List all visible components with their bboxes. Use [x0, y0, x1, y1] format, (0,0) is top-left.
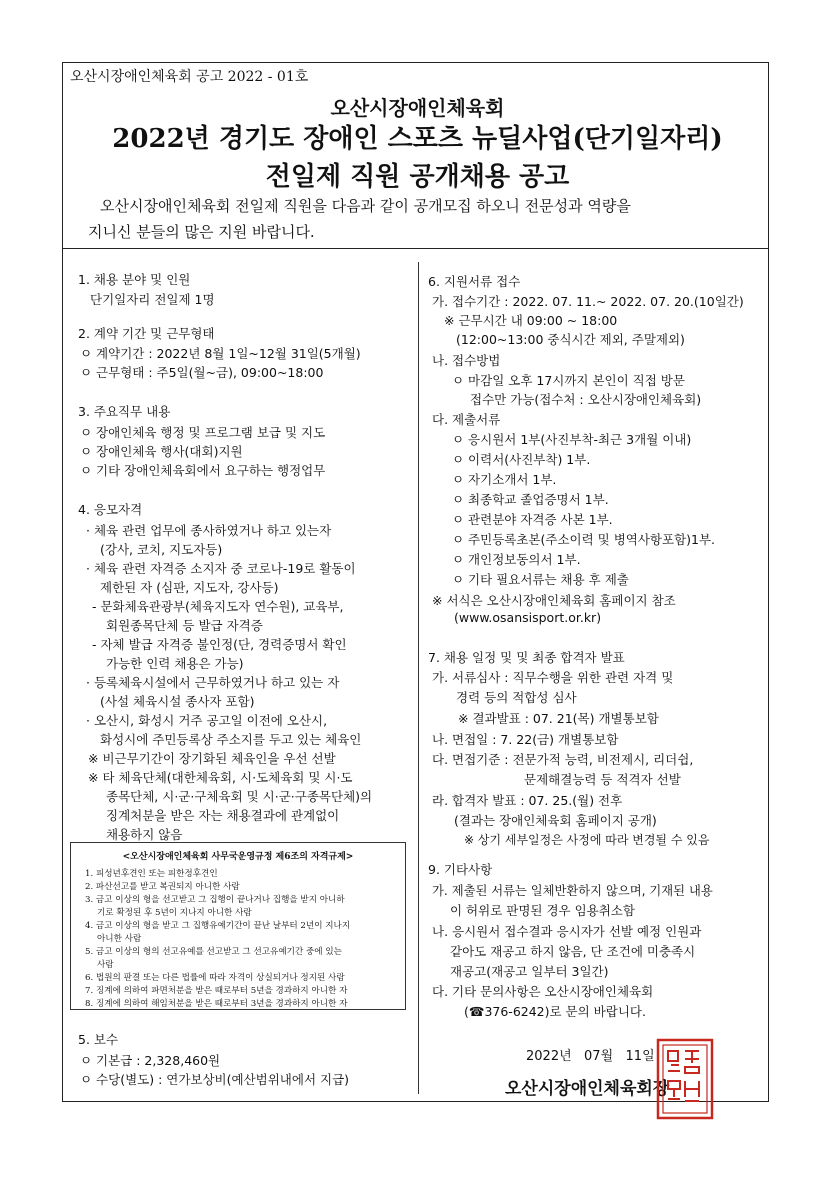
list-item: ㅇ 장애인체육 행정 및 프로그램 보급 및 지도 — [80, 425, 326, 440]
list-item: ㅇ 자기소개서 1부. — [452, 472, 557, 487]
list-item: - 자체 발급 자격증 불인정(단, 경력증명서 확인 — [92, 637, 347, 652]
section-heading: 7. 채용 일정 및 및 최종 합격자 발표 — [428, 650, 625, 665]
text-line: (결과는 장애인체육회 홈페이지 공개) — [454, 813, 657, 828]
regulation-line: 1. 피성년후견인 또는 피한정후견인 — [85, 869, 218, 879]
section-heading: 4. 응모자격 — [78, 502, 143, 517]
notice-date: 2022년 07월 11일 — [526, 1049, 655, 1064]
text-line: (www.osansisport.or.kr) — [454, 610, 602, 625]
list-item: - 문화체육관광부(체육지도자 연수원), 교육부, — [92, 599, 344, 614]
section-heading: 6. 지원서류 접수 — [428, 274, 521, 289]
regulation-line: 5. 금고 이상의 형의 선고유예를 선고받고 그 선고유예기간 중에 있는 — [85, 947, 342, 957]
list-item: ㅇ 근무형태 : 주5일(월~금), 09:00~18:00 — [80, 365, 324, 380]
page-subtitle: 전일제 직원 공개채용 공고 — [265, 162, 570, 192]
regulation-line: 6. 법원의 판결 또는 다른 법률에 따라 자격이 상실되거나 정지된 사람 — [85, 973, 345, 983]
text-line: 다. 기타 문의사항은 오산시장애인체육회 — [432, 984, 654, 999]
text-line: 경력 등의 적합성 심사 — [456, 690, 577, 705]
signer-name: 오산시장애인체육회장 — [505, 1079, 670, 1099]
list-item: ㅇ 관련분야 자격증 사본 1부. — [452, 512, 613, 527]
list-item: ㅇ 기타 장애인체육회에서 요구하는 행정업무 — [80, 463, 326, 478]
text-line: 문제해결능력 등 적격자 선발 — [524, 772, 681, 787]
list-item: ㅇ 계약기간 : 2022년 8월 1일~12월 31일(5개월) — [80, 346, 361, 361]
intro-paragraph — [88, 193, 753, 245]
seal-inner-border — [663, 1045, 707, 1113]
regulation-line: 사람 — [97, 960, 114, 970]
text-line: 이 허위로 판명된 경우 임용취소함 — [450, 903, 635, 918]
regulation-line: 2. 파산선고를 받고 복권되지 아니한 사람 — [85, 882, 240, 892]
seal-glyphs — [668, 1051, 699, 1101]
text-line: 채용하지 않음 — [106, 827, 183, 842]
text-line: 같아도 재공고 하지 않음, 단 조건에 미충족시 — [450, 944, 696, 959]
section-heading: 3. 주요직무 내용 — [78, 404, 171, 419]
list-item: ㅇ 개인정보동의서 1부. — [452, 552, 581, 567]
note-line: ※ 타 체육단체(대한체육회, 시·도체육회 및 시·도 — [88, 770, 353, 785]
list-item: ㅇ 기본급 : 2,328,460원 — [80, 1053, 221, 1068]
text-line: 나. 접수방법 — [432, 353, 501, 368]
header-divider — [62, 248, 769, 249]
list-item: · 오산시, 화성시 거주 공고일 이전에 오산시, — [86, 713, 328, 728]
list-item: ㅇ 최종학교 졸업증명서 1부. — [452, 492, 609, 507]
list-item: · 체육 관련 업무에 종사하였거나 하고 있는자 — [86, 523, 332, 538]
list-item: ㅇ 마감일 오후 17시까지 본인이 직접 방문 — [452, 373, 685, 388]
text-line: (사설 체육시설 종사자 포함) — [100, 694, 255, 709]
note-line: ※ 비근무기간이 장기화된 체육인을 우선 선발 — [88, 751, 336, 766]
column-divider — [418, 262, 419, 1094]
regulation-line: 7. 징계에 의하여 파면처분을 받은 때로부터 5년을 경과하지 아니한 자 — [85, 986, 348, 996]
note-line: ※ 근무시간 내 09:00 ~ 18:00 — [444, 313, 618, 328]
list-item: ㅇ 응시원서 1부(사진부착-최근 3개월 이내) — [452, 432, 692, 447]
right-column — [424, 262, 769, 1092]
regulation-line: 8. 징계에 의하여 해임처분을 받은 때로부터 3년을 경과하지 아니한 자 — [85, 999, 348, 1009]
notice-number: 오산시장애인체육회 공고 2022 - 01호 — [70, 69, 309, 85]
page-title: 2022년 경기도 장애인 스포츠 뉴딜사업(단기일자리) — [112, 124, 723, 154]
text-line: 화성시에 주민등록상 주소지를 두고 있는 체육인 — [100, 732, 362, 747]
text-line: (강사, 코치, 지도자등) — [100, 542, 223, 557]
text-line: 징계처분을 받은 자는 채용결과에 관계없이 — [106, 808, 340, 823]
text-line: (12:00~13:00 중식시간 제외, 주말제외) — [456, 332, 685, 347]
text-line: 다. 제출서류 — [432, 412, 501, 427]
organization-name: 오산시장애인체육회 — [330, 96, 505, 120]
regulation-line: 아니한 사람 — [97, 934, 142, 944]
regulation-title: <오산시장애인체육회 사무국운영규정 제6조의 자격규제> — [122, 852, 354, 862]
text-line: 나. 응시원서 접수결과 응시자가 선발 예정 인원과 — [432, 924, 702, 939]
text-line: 종목단체, 시·군·구체육회 및 시·군·구종목단체)의 — [106, 789, 373, 804]
intro-line: 오산시장애인체육회 전일제 직원을 다음과 같이 공개모집 하오니 전문성과 역량을 — [100, 197, 631, 215]
list-item: ㅇ 장애인체육 행사(대회)지원 — [80, 444, 243, 459]
regulation-line: 4. 금고 이상의 형을 받고 그 집행유예기간이 끝난 날부터 2년이 지나지 — [85, 921, 351, 931]
list-item: ㅇ 기타 필요서류는 채용 후 제출 — [452, 572, 629, 587]
text-line: 가능한 인력 채용은 가능) — [106, 656, 244, 671]
regulation-line: 3. 금고 이상의 형을 선고받고 그 집행이 끝나거나 집행을 받지 아니하 — [85, 895, 345, 905]
regulation-line: 기로 확정된 후 5년이 지나지 아니한 사람 — [97, 908, 252, 918]
text-line: 단기일자리 전일제 1명 — [90, 292, 215, 307]
note-line: ※ 서식은 오산시장애인체육회 홈페이지 참조 — [432, 593, 676, 608]
text-line: 가. 접수기간 : 2022. 07. 11.~ 2022. 07. 20.(10일간) — [432, 294, 744, 309]
text-line: 가. 서류심사 : 직무수행을 위한 관련 자격 및 — [432, 670, 674, 685]
text-line: 라. 합격자 발표 : 07. 25.(월) 전후 — [432, 793, 623, 808]
section-heading: 5. 보수 — [78, 1032, 119, 1047]
note-line: ※ 상기 세부일정은 사정에 따라 변경될 수 있음 — [464, 833, 710, 847]
list-item: ㅇ 수당(별도) : 연가보상비(예산범위내에서 지급) — [80, 1072, 350, 1087]
regulation-box — [70, 842, 406, 1010]
text-line: 재공고(재공고 일부터 3일간) — [450, 964, 609, 979]
text-line: 가. 제출된 서류는 일체반환하지 않으며, 기재된 내용 — [432, 884, 713, 898]
text-line: 제한된 자 (심판, 지도자, 강사등) — [100, 580, 279, 595]
section-heading: 1. 채용 분야 및 인원 — [78, 272, 191, 287]
list-item: ㅇ 이력서(사진부착) 1부. — [452, 452, 591, 467]
note-line: ※ 결과발표 : 07. 21(목) 개별통보함 — [458, 711, 659, 726]
text-line: 회원종목단체 등 발급 자격증 — [106, 618, 263, 633]
list-item: · 등록체육시설에서 근무하였거나 하고 있는 자 — [86, 675, 340, 690]
text-line: 접수만 가능(접수처 : 오산시장애인체육회) — [470, 392, 702, 407]
text-line: (☎376-6242)로 문의 바랍니다. — [464, 1004, 646, 1019]
intro-line: 지니신 분들의 많은 지원 바랍니다. — [88, 223, 315, 241]
list-item: · 체육 관련 자격증 소지자 중 코로나-19로 활동이 — [86, 561, 356, 576]
text-line: 다. 면접기준 : 전문가적 능력, 비전제시, 리더쉽, — [432, 752, 694, 767]
official-seal-icon — [655, 1037, 715, 1121]
section-heading: 9. 기타사항 — [428, 862, 493, 877]
list-item: ㅇ 주민등록초본(주소이력 및 병역사항포함)1부. — [452, 532, 716, 547]
text-line: 나. 면접일 : 7. 22(금) 개별통보함 — [432, 732, 619, 747]
section-heading: 2. 계약 기간 및 근무형태 — [78, 326, 215, 341]
